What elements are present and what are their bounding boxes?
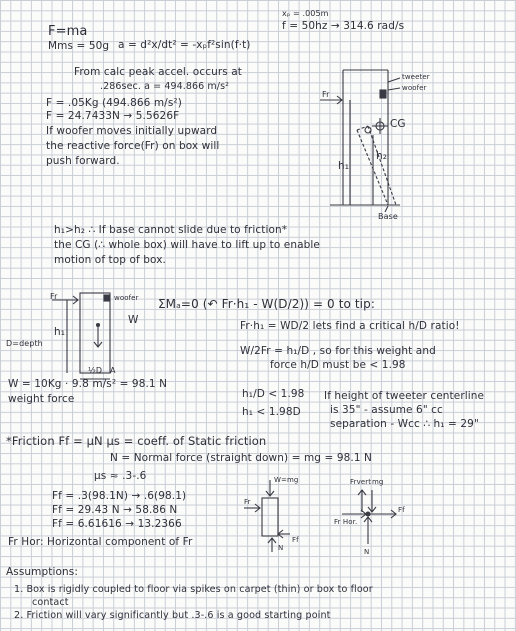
ff-line-3: Ff = 6.61616 → 13.2366: [52, 518, 182, 530]
base-label: Base: [378, 212, 398, 221]
tweeter-note-3: separation - Wcc ∴ h₁ = 29": [330, 418, 479, 430]
tipping-box-diagram: [300, 60, 460, 230]
assumption-2: 2. Friction will vary significantly but .3-.6 is a good starting point: [14, 610, 331, 621]
fbd1-ff-label: Ff: [292, 536, 299, 544]
friction-title: *Friction Ff = μN μs = coeff. of Static friction: [6, 434, 267, 448]
calc-line-1: From calc peak accel. occurs at: [74, 66, 242, 78]
weight-label: W: [128, 314, 139, 326]
tweeter-label: tweeter: [402, 73, 430, 81]
normal-force-line: N = Normal force (straight down) = mg = 98.1 N: [110, 452, 372, 464]
fbd2-ff-label: Ff: [398, 506, 405, 514]
fr-horizontal-note: Fr Hor: Horizontal component of Fr: [8, 536, 193, 548]
calc-line-5: If woofer moves initially upward: [46, 125, 218, 137]
moment-equation: ΣMₐ=0 (↶ Fr·h₁ - W(D/2)) = 0 to tip:: [158, 297, 375, 311]
half-depth-label: ½D: [88, 366, 103, 375]
frequency-value: f = 50hz → 314.6 rad/s: [282, 20, 405, 32]
assumption-1-cont: contact: [32, 597, 69, 608]
tweeter-note-1: If height of tweeter centerline: [324, 390, 485, 402]
fbd1-fr-label: Fr: [244, 498, 251, 506]
accel-equation: a = d²x/dt² = -xₚf²sin(f·t): [118, 39, 251, 51]
fbd2-mg-label: mg: [372, 478, 384, 486]
woofer-label: woofer: [402, 84, 427, 92]
assumption-1: 1. Box is rigidly coupled to floor via spikes on carpet (thin) or box to floor: [14, 584, 373, 595]
h1-label-1: h₁: [338, 160, 350, 172]
woofer-label-2: woofer: [114, 294, 139, 302]
tweeter-note-2: is 35" - assume 6" cc: [330, 404, 443, 416]
assumptions-title: Assumptions:: [6, 566, 78, 578]
fr-label-2: Fr: [50, 292, 58, 301]
depth-label: D=depth: [6, 339, 43, 348]
xp-value: xₚ = .005m: [282, 9, 329, 18]
note1-line-2: the CG (∴ whole box) will have to lift up to enable: [54, 239, 320, 251]
fbd2-n-label: N: [364, 548, 370, 556]
cg-label: CG: [390, 118, 406, 130]
critical-line-1: Fr·h₁ = WD/2 lets find a critical h/D ratio!: [240, 320, 460, 332]
mass-value: Mms = 50g: [48, 40, 110, 52]
fbd1-n-label: N: [278, 544, 284, 552]
h2-label: h₂: [376, 150, 388, 162]
calc-line-2: .286sec. a = 494.866 m/s²: [100, 81, 230, 92]
ff-line-2: Ff = 29.43 N → 58.86 N: [52, 504, 178, 516]
calc-line-7: push forward.: [46, 155, 120, 167]
equation-f-ma: F=ma: [48, 24, 88, 39]
fbd1-weight-label: W=mg: [274, 476, 299, 484]
weight-calc: W = 10Kg · 9.8 m/s² = 98.1 N: [8, 378, 168, 390]
calc-line-3: F = .05Kg (494.866 m/s²): [46, 97, 182, 109]
critical-line-2: W/2Fr = h₁/D , so for this weight and: [240, 345, 436, 357]
weight-force-label: weight force: [8, 393, 75, 405]
note1-line-1: h₁>h₂ ∴ If base cannot slide due to friction*: [54, 224, 288, 236]
fbd2-frvert-label: Frvert: [350, 478, 372, 486]
note1-line-3: motion of top of box.: [54, 254, 166, 266]
fr-label-1: Fr: [322, 90, 330, 99]
pivot-a-label: A: [110, 366, 116, 375]
h1-label-2: h₁: [54, 326, 66, 338]
calc-line-4: F = 24.7433N → 5.5626F: [46, 110, 180, 122]
critical-line-3: force h/D must be < 1.98: [270, 359, 406, 371]
mu-range: μs ≈ .3-.6: [94, 470, 147, 482]
fbd2-frhor-label: Fr Hor.: [334, 518, 358, 526]
calc-line-6: the reactive force(Fr) on box will: [46, 140, 220, 152]
ratio-line-2: h₁ < 1.98D: [242, 406, 301, 418]
ratio-line-1: h₁/D < 1.98: [242, 388, 305, 400]
ff-line-1: Ff = .3(98.1N) → .6(98.1): [52, 490, 187, 502]
